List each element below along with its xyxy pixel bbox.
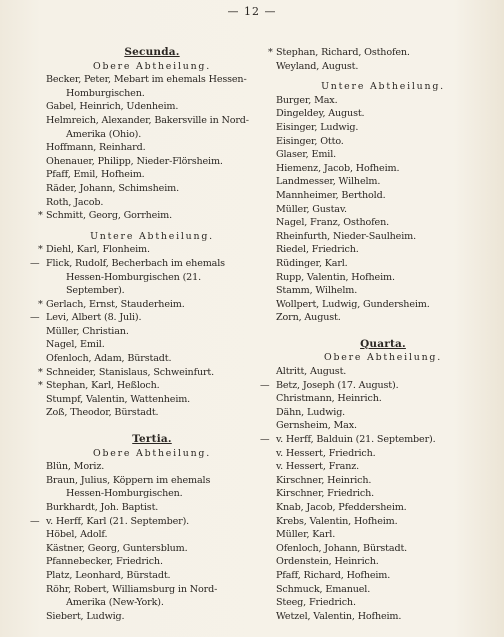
line-text: Hiemenz, Jacob, Hofheim. — [276, 162, 400, 174]
entry-line — [30, 515, 258, 529]
spacer — [46, 420, 258, 433]
class-heading — [46, 46, 258, 60]
line-text: Stephan, Karl, Heßloch. — [46, 380, 160, 392]
entry-line — [276, 175, 490, 189]
entry-line — [46, 141, 258, 155]
entry-line — [30, 311, 258, 325]
entry-line — [46, 352, 258, 366]
entry-line — [260, 433, 490, 447]
line-text: Becker, Peter, Mebart im ehemals Hessen- — [46, 74, 247, 86]
line-text: Obere Abtheilung. — [92, 447, 212, 459]
dash-marker: — — [30, 257, 40, 269]
line-text: Räder, Johann, Schimsheim. — [46, 182, 179, 194]
line-text: Glaser, Emil. — [276, 149, 337, 161]
entry-line — [46, 155, 258, 169]
entry-line — [46, 610, 258, 624]
entry-line — [46, 474, 258, 488]
entry-line — [276, 257, 490, 271]
line-text: Homburgischen. — [66, 87, 145, 99]
entry-line — [276, 474, 490, 488]
entry-line — [276, 419, 490, 433]
line-text: Müller, Christian. — [46, 325, 129, 337]
asterisk-marker: * — [268, 47, 273, 58]
line-text: Levi, Albert (8. Juli). — [46, 312, 142, 324]
entry-line — [46, 460, 258, 474]
line-text: Ofenloch, Adam, Bürstadt. — [46, 353, 172, 365]
entry-line — [276, 271, 490, 285]
entry-line — [46, 182, 258, 196]
entry-line — [268, 46, 490, 60]
division-heading — [46, 230, 258, 244]
class-heading — [276, 338, 490, 352]
entry-line — [276, 135, 490, 149]
division-heading — [276, 351, 490, 365]
line-text: Gabel, Heinrich, Udenheim. — [46, 101, 179, 113]
line-text: Dingeldey, August. — [276, 108, 365, 120]
entry-line — [276, 284, 490, 298]
entry-line — [276, 230, 490, 244]
entry-line — [46, 338, 258, 352]
entry-line — [46, 406, 258, 420]
line-text: Schmuck, Emanuel. — [276, 583, 371, 595]
line-text: Kirschner, Friedrich. — [276, 488, 375, 500]
line-text: Kirschner, Heinrich. — [276, 474, 372, 486]
entry-line — [276, 392, 490, 406]
line-text: Burkhardt, Joh. Baptist. — [46, 502, 159, 513]
line-text: v. Herff, Balduin (21. September). — [276, 434, 436, 446]
class-heading — [46, 433, 258, 447]
division-heading — [46, 60, 258, 74]
entry-continuation — [46, 87, 258, 101]
entry-line — [276, 60, 490, 74]
line-text: v. Hessert, Friedrich. — [276, 447, 376, 459]
entry-line — [276, 406, 490, 420]
left-column — [30, 46, 258, 623]
asterisk-marker: * — [38, 298, 43, 310]
line-text: Landmesser, Wilhelm. — [276, 176, 381, 188]
line-text: Braun, Julius, Köppern im ehemals — [46, 474, 211, 486]
dash-marker: — — [260, 434, 270, 446]
line-text: v. Herff, Karl (21. September). — [46, 515, 190, 527]
line-text: Eisinger, Otto. — [276, 135, 344, 147]
entry-line — [276, 94, 490, 108]
line-text: Blün, Moriz. — [46, 461, 105, 473]
entry-line — [46, 569, 258, 583]
entry-line — [276, 501, 490, 515]
line-text: September). — [66, 285, 125, 297]
line-text: Knab, Jacob, Pfeddersheim. — [276, 502, 407, 513]
entry-line — [276, 107, 490, 121]
spacer — [276, 325, 490, 338]
line-text: Riedel, Friedrich. — [276, 244, 359, 256]
line-text: Rheinfurth, Nieder-Saulheim. — [276, 230, 416, 242]
line-text: Hessen-Homburgischen (21. — [66, 271, 201, 283]
line-text: Pfannebecker, Friedrich. — [46, 556, 163, 568]
entry-line — [38, 379, 258, 393]
asterisk-marker: * — [38, 210, 43, 222]
line-text: Nagel, Franz, Osthofen. — [276, 217, 390, 229]
line-text: Flick, Rudolf, Becherbach im ehemals — [46, 257, 225, 269]
entry-line — [46, 555, 258, 569]
entry-line — [38, 298, 258, 312]
dash-marker: — — [260, 379, 270, 391]
line-text: Roth, Jacob. — [46, 196, 104, 208]
entry-line — [46, 114, 258, 128]
line-text: Burger, Max. — [276, 94, 338, 106]
entry-line — [276, 311, 490, 325]
entry-line — [276, 148, 490, 162]
line-text: Untere Abtheilung. — [90, 230, 214, 242]
line-text: Quarta. — [360, 337, 406, 350]
line-text: Christmann, Heinrich. — [276, 393, 382, 405]
line-text: Mannheimer, Berthold. — [276, 189, 386, 201]
line-text: Pfaff, Emil, Hofheim. — [46, 169, 145, 181]
entry-line — [276, 569, 490, 583]
asterisk-marker: * — [38, 244, 43, 256]
line-text: Weyland, August. — [276, 60, 359, 72]
entry-line — [276, 121, 490, 135]
entry-line — [30, 257, 258, 271]
entry-line — [276, 447, 490, 461]
asterisk-marker: * — [38, 380, 43, 392]
line-text: Röhr, Robert, Williamsburg in Nord- — [46, 583, 218, 595]
entry-line — [276, 583, 490, 597]
line-text: Wetzel, Valentin, Hofheim. — [276, 610, 402, 622]
entry-line — [260, 379, 490, 393]
entry-line — [46, 73, 258, 87]
entry-line — [276, 515, 490, 529]
line-text: Kästner, Georg, Guntersblum. — [46, 542, 188, 554]
entry-continuation — [46, 596, 258, 610]
entry-continuation — [46, 284, 258, 298]
entry-line — [276, 365, 490, 379]
entry-line — [276, 542, 490, 556]
entry-line — [38, 209, 258, 223]
entry-line — [46, 100, 258, 114]
line-text: Rüdinger, Karl. — [276, 257, 348, 269]
line-text: Hessen-Homburgischen. — [66, 488, 183, 500]
division-heading — [276, 80, 490, 94]
entry-line — [276, 610, 490, 624]
line-text: Helmreich, Alexander, Bakersville in Nord- — [46, 114, 249, 126]
line-text: Eisinger, Ludwig. — [276, 121, 359, 133]
asterisk-marker: * — [38, 366, 43, 378]
line-text: Ordenstein, Heinrich. — [276, 556, 379, 568]
dash-marker: — — [30, 312, 40, 324]
entry-continuation — [46, 271, 258, 285]
line-text: Müller, Karl. — [276, 529, 336, 541]
line-text: Schmitt, Georg, Gorrheim. — [46, 210, 172, 222]
entry-line — [276, 189, 490, 203]
line-text: Ohenauer, Philipp, Nieder-Flörsheim. — [46, 155, 223, 167]
entry-line — [276, 243, 490, 257]
entry-line — [276, 487, 490, 501]
entry-line — [38, 243, 258, 257]
line-text: Wollpert, Ludwig, Gundersheim. — [276, 298, 430, 310]
entry-line — [46, 196, 258, 210]
entry-line — [46, 325, 258, 339]
entry-line — [276, 596, 490, 610]
entry-continuation — [46, 128, 258, 142]
line-text: Altritt, August. — [276, 366, 347, 378]
line-text: Obere Abtheilung. — [92, 60, 212, 72]
line-text: Pfaff, Richard, Hofheim. — [276, 569, 391, 581]
line-text: Hoffmann, Reinhard. — [46, 142, 146, 154]
line-text: Gernsheim, Max. — [276, 420, 357, 432]
line-text: Obere Abtheilung. — [323, 352, 443, 364]
spacer — [46, 223, 258, 230]
division-heading — [46, 447, 258, 461]
entry-line — [46, 542, 258, 556]
line-text: Stephan, Richard, Osthofen. — [276, 47, 410, 58]
line-text: v. Hessert, Franz. — [276, 461, 360, 473]
line-text: Betz, Joseph (17. August). — [276, 379, 399, 391]
entry-line — [46, 583, 258, 597]
spacer — [276, 73, 490, 80]
entry-line — [46, 168, 258, 182]
right-column — [260, 46, 490, 623]
entry-line — [276, 555, 490, 569]
entry-line — [276, 460, 490, 474]
line-text: Nagel, Emil. — [46, 339, 105, 351]
line-text: Untere Abtheilung. — [321, 81, 445, 93]
line-text: Schneider, Stanislaus, Schweinfurt. — [46, 366, 215, 378]
entry-line — [38, 366, 258, 380]
line-text: Amerika (Ohio). — [66, 128, 142, 140]
line-text: Ofenloch, Johann, Bürstadt. — [276, 542, 408, 554]
line-text: Dähn, Ludwig. — [276, 406, 346, 418]
entry-line — [276, 298, 490, 312]
entry-line — [276, 162, 490, 176]
line-text: Zorn, August. — [276, 312, 341, 324]
entry-line — [276, 203, 490, 217]
line-text: Krebs, Valentin, Hofheim. — [276, 515, 398, 527]
line-text: Tertia. — [132, 433, 172, 446]
entry-line — [276, 216, 490, 230]
page-number: — 12 — — [227, 5, 277, 18]
line-text: Siebert, Ludwig. — [46, 610, 125, 622]
entry-line — [276, 528, 490, 542]
line-text: Secunda. — [124, 46, 180, 58]
entry-line — [46, 501, 258, 515]
line-text: Zoß, Theodor, Bürstadt. — [46, 407, 159, 419]
entry-line — [46, 393, 258, 407]
line-text: Müller, Gustav. — [276, 203, 347, 215]
line-text: Höbel, Adolf. — [46, 529, 108, 541]
line-text: Gerlach, Ernst, Stauderheim. — [46, 298, 185, 310]
entry-continuation — [46, 487, 258, 501]
line-text: Steeg, Friedrich. — [276, 597, 356, 609]
entry-line — [46, 528, 258, 542]
line-text: Platz, Leonhard, Bürstadt. — [46, 569, 171, 581]
dash-marker: — — [30, 515, 40, 527]
line-text: Rupp, Valentin, Hofheim. — [276, 271, 395, 283]
line-text: Stamm, Wilhelm. — [276, 285, 358, 297]
line-text: Amerika (New-York). — [66, 597, 164, 609]
line-text: Diehl, Karl, Flonheim. — [46, 244, 150, 256]
line-text: Stumpf, Valentin, Wattenheim. — [46, 393, 191, 405]
